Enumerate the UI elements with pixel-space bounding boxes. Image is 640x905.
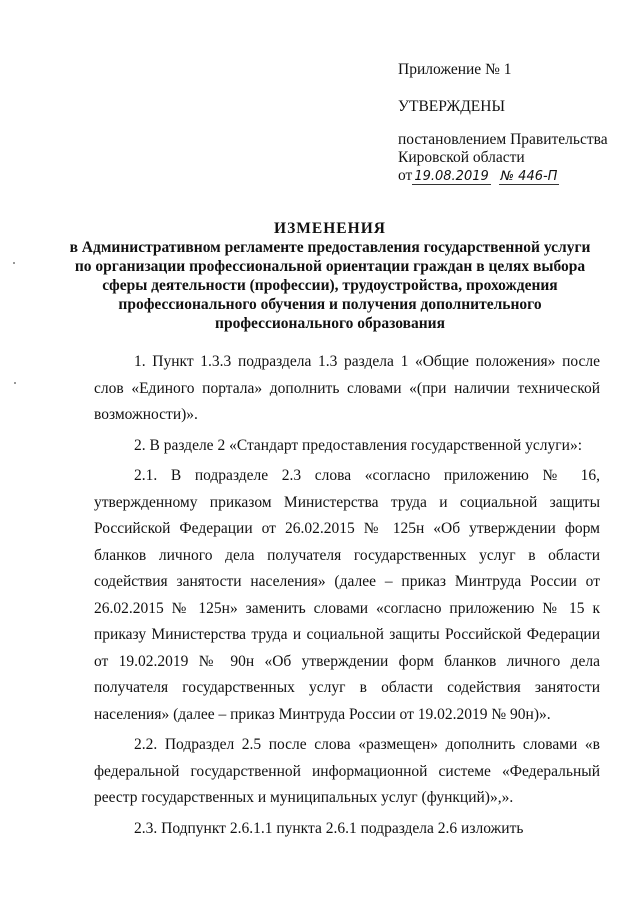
heading-subtitle: в Административном регламенте предоставления государственной услуги по организации профессиональной ориентации граждан в целях выбора сферы деятельности (профессии), трудоустройства, прохождения профессионального обучения и получения дополнительного профессионального образования	[69, 239, 591, 332]
document-heading	[60, 219, 600, 333]
document-body	[94, 349, 600, 842]
handwritten-number: № 446-П	[500, 169, 558, 184]
resolution-line-2: Кировской области	[398, 149, 525, 166]
paragraph-2: 2. В разделе 2 «Стандарт предоставления государственной услуги»:	[134, 436, 583, 454]
paragraph-2-1: 2.1. В подразделе 2.3 слова «согласно приложению № 16, утвержденному приказом Министерства труда и социальной защиты Российской Федерации от 26.02.2015 № 125н «Об утверждении форм бланков личного дела получателя государственных услуг в области содействия занятости населения» (далее – приказ Минтруда России от 26.02.2015 № 125н» заменить словами «согласно приложению № 15 к приказу Министерства труда и социальной защиты Российской Федерации от 19.02.2019 № 90н «Об утверждении форм бланков личного дела получателя государственных услуг в области содействия занятости населения» (далее – приказ Минтруда России от 19.02.2019 № 90н)».	[94, 467, 600, 723]
resolution-date-line	[398, 166, 559, 186]
resolution-line-1: постановлением Правительства	[398, 131, 608, 148]
scan-speck	[14, 382, 16, 384]
paragraph-1: 1. Пункт 1.3.3 подраздела 1.3 раздела 1 «Общие положения» после слов «Единого портала» дополнить словами «(при наличии технической возможности)».	[94, 353, 600, 423]
from-prefix: от	[398, 167, 413, 184]
approved-label: УТВЕРЖДЕНЫ	[398, 98, 505, 115]
scan-speck	[13, 262, 15, 264]
paragraph-2-2: 2.2. Подраздел 2.5 после слова «размещен» дополнить словами «в федеральной государственной информационной системе «Федеральный реестр государственных и муниципальных услуг (функций)»,».	[94, 736, 600, 806]
heading-title: ИЗМЕНЕНИЯ	[274, 220, 386, 237]
handwritten-date: 19.08.2019	[414, 169, 489, 184]
paragraph-2-3: 2.3. Подпункт 2.6.1.1 пункта 2.6.1 подраздела 2.6 изложить	[134, 819, 524, 837]
annex-label: Приложение № 1	[398, 61, 512, 78]
